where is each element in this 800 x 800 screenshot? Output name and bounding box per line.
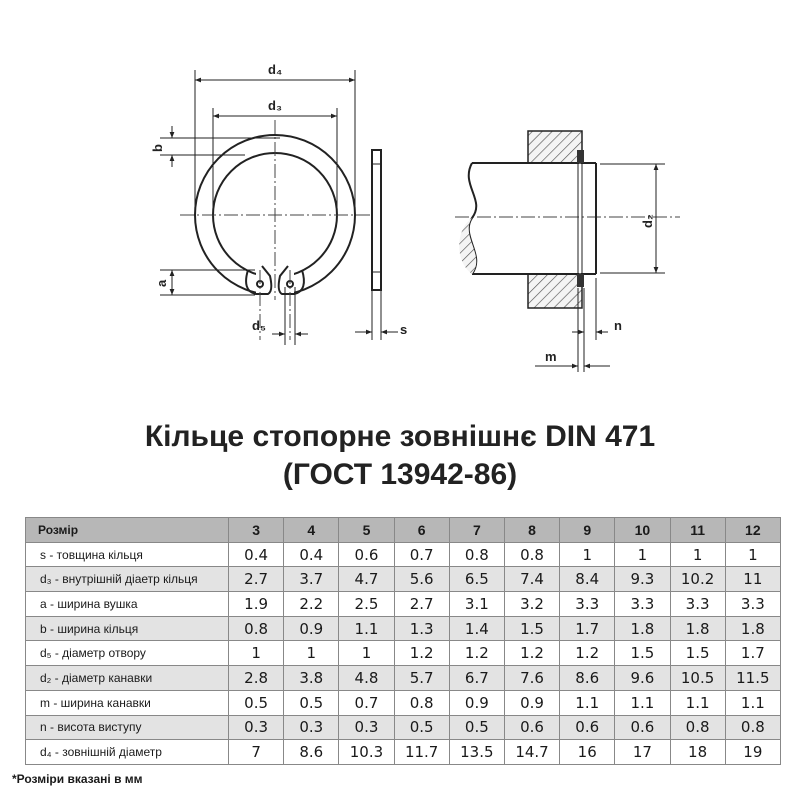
table-cell: 7.4 <box>504 567 559 592</box>
row-label: d₃ - внутрішній діаетр кільця <box>26 567 229 592</box>
table-cell: 1 <box>560 542 615 567</box>
table-cell: 3.3 <box>725 592 780 617</box>
table-cell: 0.6 <box>504 715 559 740</box>
table-row <box>26 567 781 592</box>
table-cell: 1.2 <box>394 641 449 666</box>
header-size: 8 <box>504 518 559 543</box>
row-label: s - товщина кільця <box>26 542 229 567</box>
table-cell: 6.7 <box>449 666 504 691</box>
table-cell: 1 <box>725 542 780 567</box>
table-cell: 3.3 <box>615 592 670 617</box>
header-size: 6 <box>394 518 449 543</box>
table-cell: 10.2 <box>670 567 725 592</box>
table-cell: 1.1 <box>725 690 780 715</box>
table-row <box>26 616 781 641</box>
footnote: *Розміри вказані в мм <box>12 772 143 786</box>
table-cell: 3.3 <box>560 592 615 617</box>
table-cell: 8.4 <box>560 567 615 592</box>
shaft-assembly <box>459 131 596 308</box>
table-cell: 2.7 <box>229 567 284 592</box>
header-size: 3 <box>229 518 284 543</box>
table-cell: 1.5 <box>504 616 559 641</box>
table-row <box>26 542 781 567</box>
table-row <box>26 740 781 765</box>
table-cell: 2.8 <box>229 666 284 691</box>
table-cell: 9.3 <box>615 567 670 592</box>
table-cell: 1.8 <box>670 616 725 641</box>
table-cell: 2.7 <box>394 592 449 617</box>
table-cell: 16 <box>560 740 615 765</box>
header-size: 7 <box>449 518 504 543</box>
table-cell: 10.5 <box>670 666 725 691</box>
table-cell: 0.8 <box>725 715 780 740</box>
table-cell: 5.6 <box>394 567 449 592</box>
table-cell: 11 <box>725 567 780 592</box>
table-cell: 5.7 <box>394 666 449 691</box>
page-title: Кільце стопорне зовнішнє DIN 471 <box>144 420 656 453</box>
table-cell: 14.7 <box>504 740 559 765</box>
label-d4: d₄ <box>268 62 283 77</box>
table-cell: 1.7 <box>560 616 615 641</box>
header-size: 11 <box>670 518 725 543</box>
table-cell: 1.8 <box>615 616 670 641</box>
table-row <box>26 666 781 691</box>
label-d3: d₃ <box>268 98 282 113</box>
header-size: 4 <box>284 518 339 543</box>
table-cell: 0.5 <box>229 690 284 715</box>
center-lines <box>180 120 680 340</box>
table-cell: 1.8 <box>725 616 780 641</box>
row-label: d₅ - діаметр отвору <box>26 641 229 666</box>
table-cell: 8.6 <box>560 666 615 691</box>
ring-side-view <box>355 150 398 340</box>
table-cell: 1.2 <box>560 641 615 666</box>
table-cell: 1.5 <box>670 641 725 666</box>
table-cell: 0.8 <box>229 616 284 641</box>
table-cell: 1.9 <box>229 592 284 617</box>
table-cell: 1.1 <box>560 690 615 715</box>
header-size: 10 <box>615 518 670 543</box>
table-row <box>26 715 781 740</box>
table-cell: 2.2 <box>284 592 339 617</box>
label-b: b <box>150 144 165 152</box>
table-header-row <box>26 518 781 543</box>
row-label: n - висота виступу <box>26 715 229 740</box>
table-cell: 1.3 <box>394 616 449 641</box>
label-m: m <box>545 349 557 364</box>
header-size: 5 <box>339 518 394 543</box>
table-cell: 0.6 <box>615 715 670 740</box>
page-subtitle: (ГОСТ 13942-86) <box>282 458 518 491</box>
table-cell: 0.8 <box>394 690 449 715</box>
table-cell: 11.5 <box>725 666 780 691</box>
table-cell: 1.2 <box>449 641 504 666</box>
table-cell: 0.8 <box>504 542 559 567</box>
table-cell: 1.5 <box>615 641 670 666</box>
table-cell: 1 <box>615 542 670 567</box>
table-cell: 3.8 <box>284 666 339 691</box>
table-cell: 1.4 <box>449 616 504 641</box>
table-cell: 1.2 <box>504 641 559 666</box>
table-cell: 11.7 <box>394 740 449 765</box>
table-cell: 1 <box>339 641 394 666</box>
dimensions-table <box>25 517 781 765</box>
table-cell: 4.8 <box>339 666 394 691</box>
header-size: 9 <box>560 518 615 543</box>
row-label: d₂ - діаметр канавки <box>26 666 229 691</box>
header-size-label: Розмір <box>26 518 229 543</box>
table-cell: 1.1 <box>339 616 394 641</box>
table-cell: 1.7 <box>725 641 780 666</box>
table-cell: 0.5 <box>284 690 339 715</box>
table-cell: 0.7 <box>394 542 449 567</box>
table-cell: 0.8 <box>449 542 504 567</box>
table-cell: 0.3 <box>229 715 284 740</box>
label-n: n <box>614 318 622 333</box>
table-cell: 9.6 <box>615 666 670 691</box>
header-size: 12 <box>725 518 780 543</box>
table-cell: 0.3 <box>284 715 339 740</box>
table-cell: 19 <box>725 740 780 765</box>
label-a: a <box>154 279 169 287</box>
table-cell: 0.9 <box>284 616 339 641</box>
table-cell: 10.3 <box>339 740 394 765</box>
table-cell: 0.6 <box>339 542 394 567</box>
table-row <box>26 690 781 715</box>
table-cell: 0.4 <box>229 542 284 567</box>
label-d2: d₂ <box>640 214 655 228</box>
row-label: b - ширина кільця <box>26 616 229 641</box>
table-cell: 3.7 <box>284 567 339 592</box>
table-cell: 17 <box>615 740 670 765</box>
table-cell: 8.6 <box>284 740 339 765</box>
label-d5: d₅ <box>252 318 266 333</box>
table-cell: 18 <box>670 740 725 765</box>
table-row <box>26 641 781 666</box>
row-label: m - ширина канавки <box>26 690 229 715</box>
row-label: d₄ - зовнішній діаметр <box>26 740 229 765</box>
row-label: a - ширина вушка <box>26 592 229 617</box>
table-cell: 0.9 <box>449 690 504 715</box>
table-cell: 0.4 <box>284 542 339 567</box>
table-cell: 1.1 <box>670 690 725 715</box>
table-cell: 3.1 <box>449 592 504 617</box>
table-cell: 0.5 <box>394 715 449 740</box>
table-cell: 13.5 <box>449 740 504 765</box>
table-cell: 1 <box>229 641 284 666</box>
table-cell: 0.3 <box>339 715 394 740</box>
table-cell: 1 <box>284 641 339 666</box>
table-cell: 0.6 <box>560 715 615 740</box>
table-cell: 1.1 <box>615 690 670 715</box>
table-cell: 0.5 <box>449 715 504 740</box>
label-s: s <box>400 322 408 337</box>
table-cell: 0.8 <box>670 715 725 740</box>
table-row <box>26 592 781 617</box>
table-cell: 4.7 <box>339 567 394 592</box>
table-cell: 0.7 <box>339 690 394 715</box>
table-cell: 7.6 <box>504 666 559 691</box>
table-cell: 3.2 <box>504 592 559 617</box>
table-cell: 2.5 <box>339 592 394 617</box>
table-cell: 1 <box>670 542 725 567</box>
table-cell: 7 <box>229 740 284 765</box>
table-cell: 6.5 <box>449 567 504 592</box>
table-cell: 3.3 <box>670 592 725 617</box>
table-cell: 0.9 <box>504 690 559 715</box>
